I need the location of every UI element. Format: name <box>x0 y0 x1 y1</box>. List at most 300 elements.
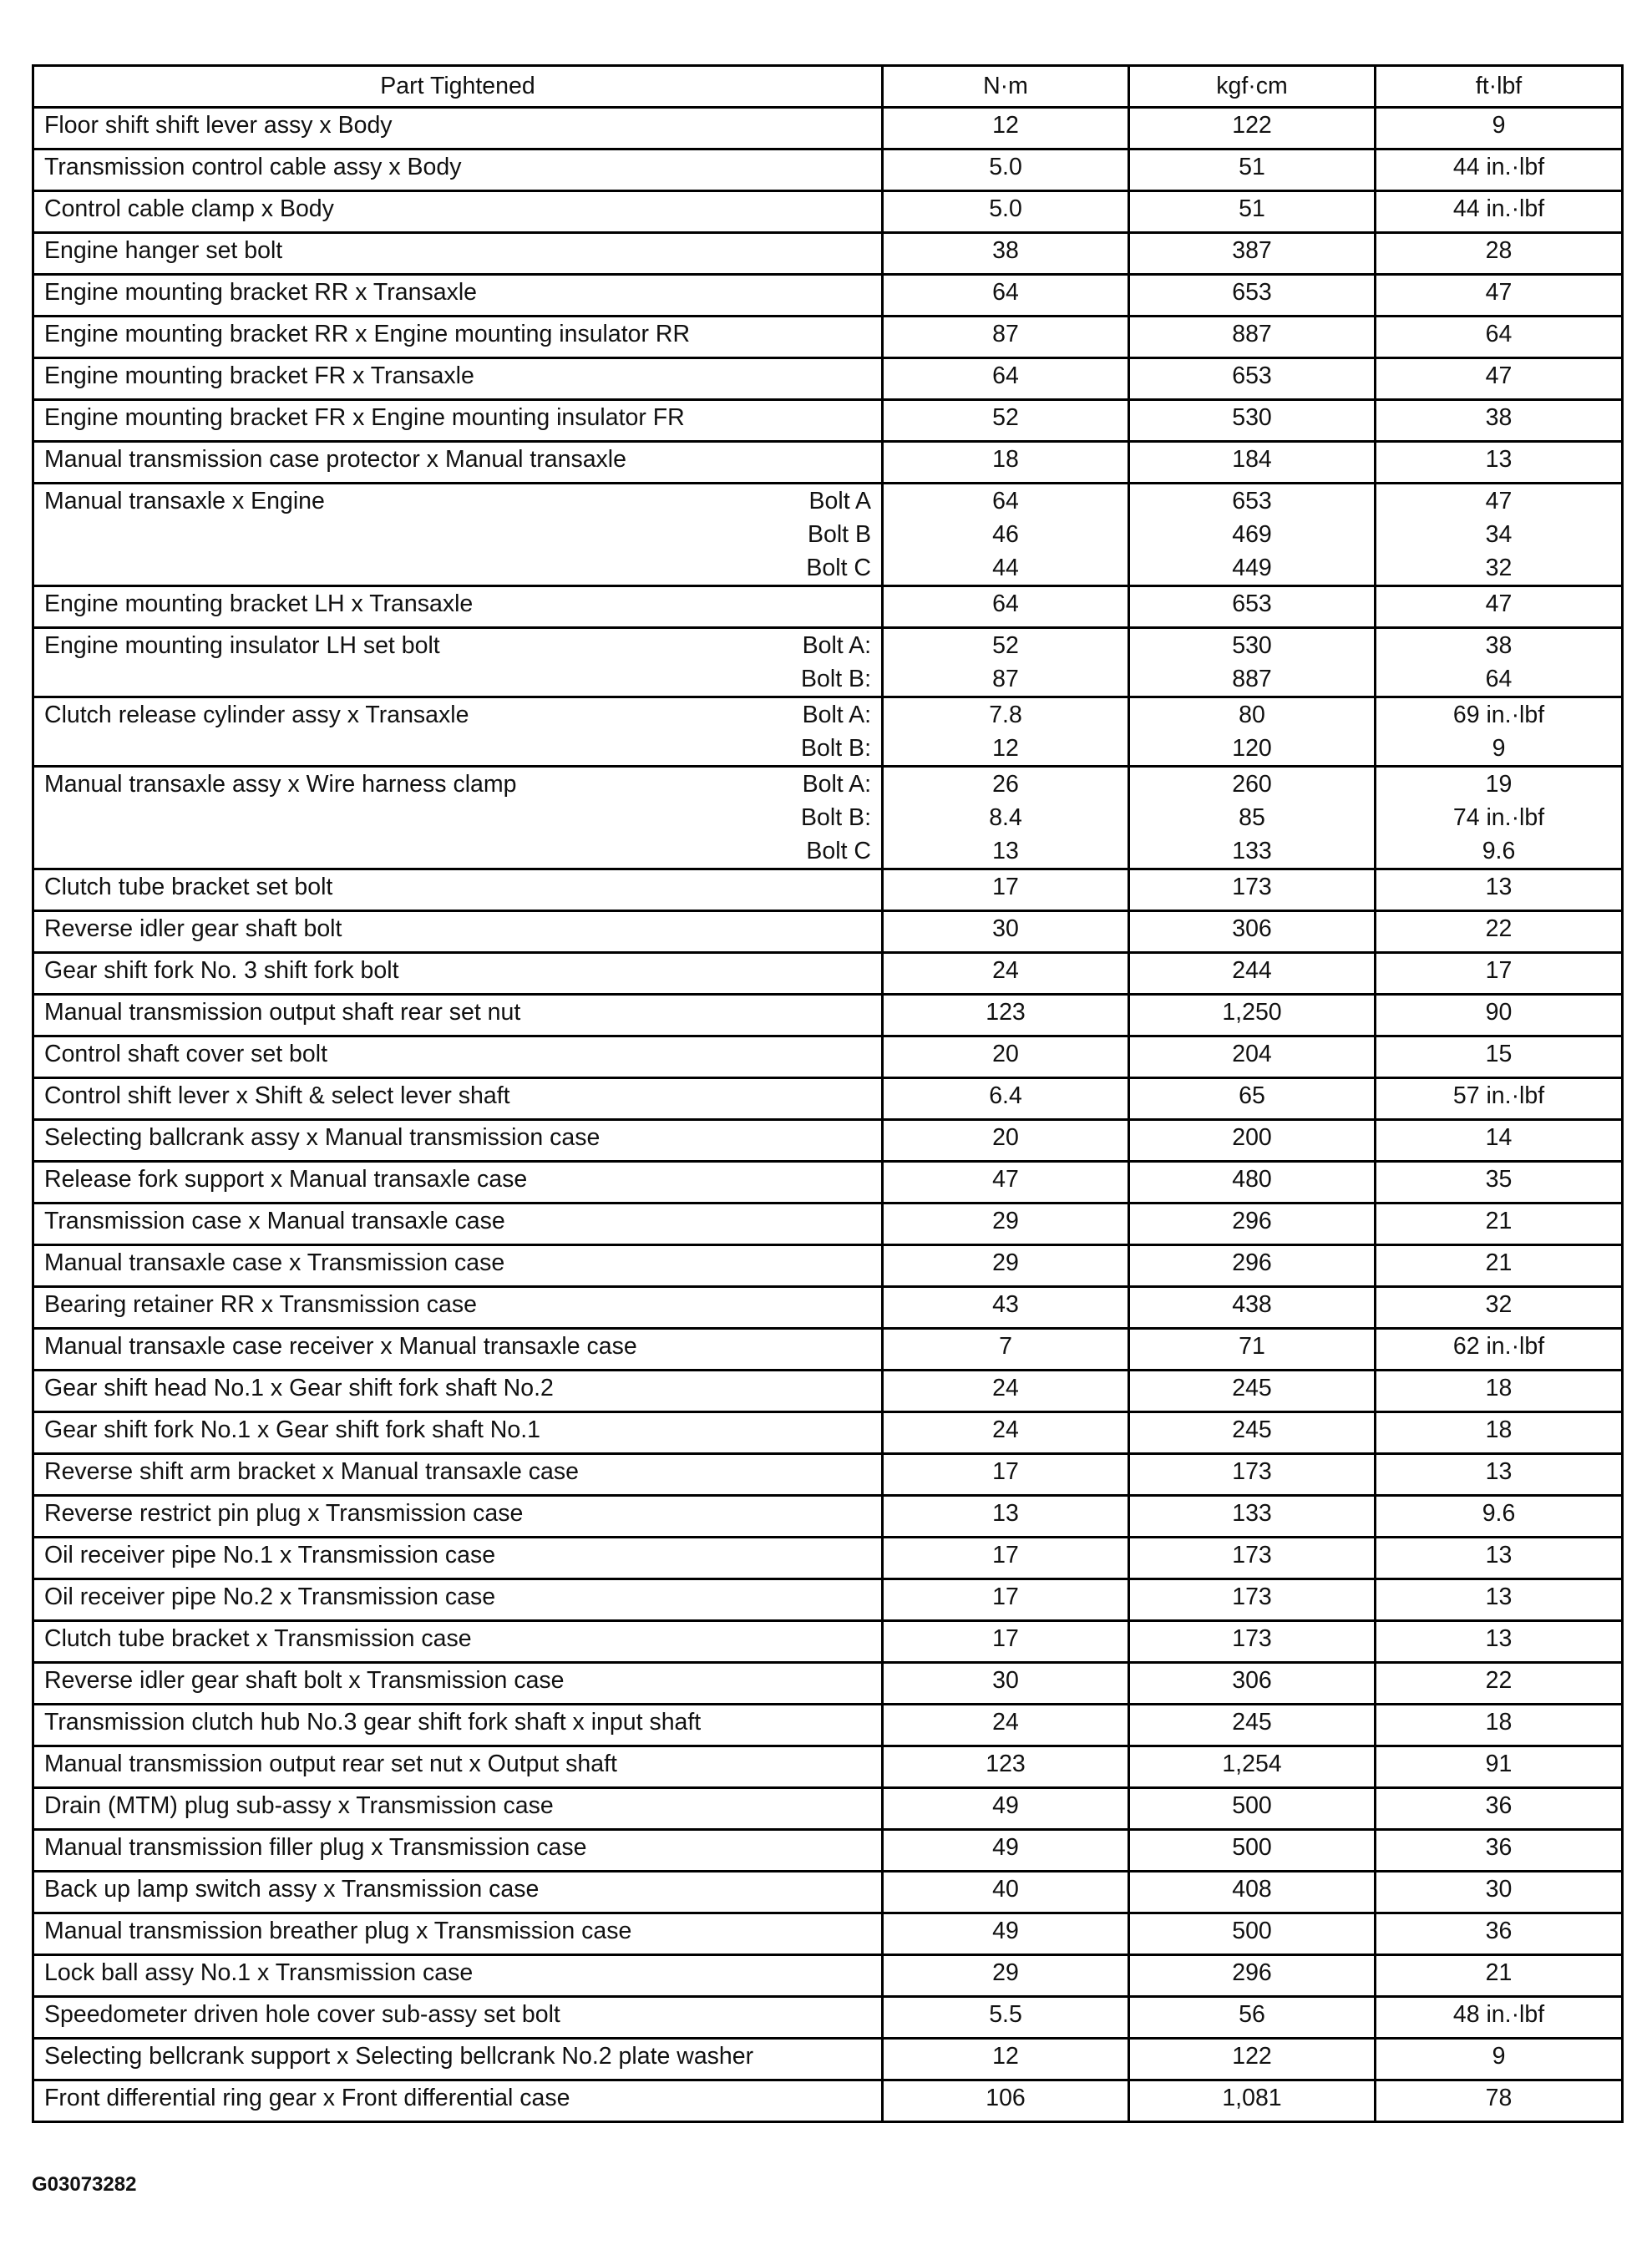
table-row <box>33 2080 1623 2122</box>
part-cell <box>33 1872 883 1913</box>
part-name: Transmission case x Manual transaxle case <box>44 1208 505 1234</box>
nm-cell <box>883 1579 1129 1621</box>
torque-value: 69 in.·lbf <box>1452 702 1545 728</box>
part-cell <box>33 1496 883 1538</box>
kgf-cm-cell <box>1129 767 1376 869</box>
torque-value: 87 <box>992 321 1019 347</box>
part-name: Reverse restrict pin plug x Transmission case <box>44 1500 524 1527</box>
table-row <box>33 191 1623 233</box>
table-row <box>33 1371 1623 1412</box>
torque-value: 122 <box>1232 112 1272 139</box>
nm-cell <box>883 1036 1129 1078</box>
part-name: Clutch tube bracket set bolt <box>44 874 333 900</box>
part-name: Speedometer driven hole cover sub-assy set bolt <box>44 2001 560 2028</box>
ft-lbf-cell <box>1376 1078 1623 1120</box>
part-cell <box>33 400 883 442</box>
bolt-label: Bolt C <box>806 555 871 581</box>
torque-spec-sheet <box>32 64 1621 2123</box>
part-cell <box>33 1329 883 1371</box>
ft-lbf-cell <box>1376 149 1623 191</box>
ft-lbf-cell <box>1376 1621 1623 1663</box>
nm-cell <box>883 1830 1129 1872</box>
torque-value: 49 <box>992 1792 1019 1819</box>
torque-value: 438 <box>1232 1291 1272 1318</box>
bolt-label: Bolt B: <box>801 804 871 831</box>
torque-value: 64 <box>992 488 1019 514</box>
torque-value: 47 <box>1485 590 1513 617</box>
torque-value: 44 in.·lbf <box>1452 195 1545 222</box>
part-name: Oil receiver pipe No.1 x Transmission case <box>44 1542 496 1568</box>
torque-value: 24 <box>992 1416 1019 1443</box>
part-cell <box>33 628 883 697</box>
table-row <box>33 358 1623 400</box>
bolt-label: Bolt C <box>806 838 871 864</box>
torque-value: 21 <box>1485 1208 1513 1234</box>
torque-value: 17 <box>992 1584 1019 1610</box>
table-row <box>33 628 1623 697</box>
nm-cell <box>883 1412 1129 1454</box>
ft-lbf-cell <box>1376 108 1623 149</box>
torque-value: 387 <box>1232 237 1272 264</box>
torque-value: 56 <box>1239 2001 1265 2028</box>
part-cell <box>33 2039 883 2080</box>
nm-cell <box>883 358 1129 400</box>
kgf-cm-cell <box>1129 995 1376 1036</box>
part-name: Manual transmission case protector x Manual transaxle <box>44 446 626 473</box>
nm-cell <box>883 1538 1129 1579</box>
bolt-labels <box>801 768 871 868</box>
nm-cell <box>883 1788 1129 1830</box>
ft-lbf-cell <box>1376 767 1623 869</box>
nm-cell <box>883 1913 1129 1955</box>
nm-cell <box>883 275 1129 317</box>
torque-value: 47 <box>1485 362 1513 389</box>
nm-cell <box>883 484 1129 586</box>
table-row <box>33 1872 1623 1913</box>
ft-lbf-cell <box>1376 275 1623 317</box>
part-cell <box>33 1746 883 1788</box>
ft-lbf-cell <box>1376 911 1623 953</box>
part-name: Gear shift head No.1 x Gear shift fork shaft No.2 <box>44 1375 554 1401</box>
torque-value: 47 <box>992 1166 1019 1193</box>
kgf-cm-cell <box>1129 442 1376 484</box>
part-name: Engine mounting bracket FR x Engine mounting insulator FR <box>44 404 685 431</box>
torque-value: 7 <box>999 1333 1012 1360</box>
torque-value: 64 <box>992 362 1019 389</box>
torque-value: 887 <box>1232 321 1272 347</box>
torque-value: 244 <box>1232 957 1272 984</box>
ft-lbf-cell <box>1376 697 1623 767</box>
torque-value: 15 <box>1485 1041 1513 1067</box>
part-cell <box>33 1078 883 1120</box>
part-name: Gear shift fork No.1 x Gear shift fork shaft No.1 <box>44 1416 540 1443</box>
part-name: Clutch tube bracket x Transmission case <box>44 1625 472 1652</box>
nm-cell <box>883 1120 1129 1162</box>
ft-lbf-cell <box>1376 869 1623 911</box>
torque-value: 449 <box>1232 555 1272 581</box>
kgf-cm-cell <box>1129 697 1376 767</box>
torque-value: 29 <box>992 1208 1019 1234</box>
torque-value: 64 <box>992 590 1019 617</box>
torque-value: 200 <box>1232 1124 1272 1151</box>
torque-value: 18 <box>1485 1375 1513 1401</box>
part-name: Control cable clamp x Body <box>44 195 334 222</box>
bolt-label: Bolt B: <box>801 666 871 692</box>
torque-value: 106 <box>986 2085 1026 2111</box>
torque-value: 78 <box>1485 2085 1513 2111</box>
table-row <box>33 484 1623 586</box>
nm-cell <box>883 233 1129 275</box>
table-row <box>33 442 1623 484</box>
part-cell <box>33 1287 883 1329</box>
part-name: Manual transaxle x Engine <box>44 488 325 514</box>
torque-value: 21 <box>1485 1959 1513 1986</box>
nm-cell <box>883 317 1129 358</box>
torque-value: 122 <box>1232 2043 1272 2070</box>
table-row <box>33 995 1623 1036</box>
ft-lbf-cell <box>1376 1830 1623 1872</box>
torque-value: 296 <box>1232 1208 1272 1234</box>
kgf-cm-cell <box>1129 1245 1376 1287</box>
torque-value: 6.4 <box>989 1082 1022 1109</box>
torque-value: 34 <box>1485 521 1513 548</box>
part-cell <box>33 767 883 869</box>
ft-lbf-cell <box>1376 1788 1623 1830</box>
kgf-cm-cell <box>1129 1788 1376 1830</box>
torque-value: 44 in.·lbf <box>1452 154 1545 180</box>
kgf-cm-cell <box>1129 953 1376 995</box>
part-name: Release fork support x Manual transaxle case <box>44 1166 528 1193</box>
table-row <box>33 1204 1623 1245</box>
torque-value: 38 <box>992 237 1019 264</box>
part-cell <box>33 149 883 191</box>
part-cell <box>33 442 883 484</box>
part-cell <box>33 1538 883 1579</box>
torque-value: 62 in.·lbf <box>1452 1333 1545 1360</box>
nm-cell <box>883 1454 1129 1496</box>
part-name: Engine mounting bracket RR x Engine mounting insulator RR <box>44 321 691 347</box>
torque-value: 90 <box>1485 999 1513 1026</box>
nm-cell <box>883 869 1129 911</box>
part-cell <box>33 1162 883 1204</box>
torque-value: 9 <box>1492 735 1506 762</box>
part-cell <box>33 275 883 317</box>
torque-value: 64 <box>992 279 1019 306</box>
nm-cell <box>883 1162 1129 1204</box>
torque-value: 18 <box>1485 1416 1513 1443</box>
part-name: Engine mounting insulator LH set bolt <box>44 632 440 659</box>
part-cell <box>33 1245 883 1287</box>
nm-cell <box>883 697 1129 767</box>
kgf-cm-cell <box>1129 317 1376 358</box>
torque-value: 5.0 <box>989 154 1022 180</box>
part-name: Floor shift shift lever assy x Body <box>44 112 393 139</box>
table-row <box>33 1746 1623 1788</box>
header-part-tightened: Part Tightened <box>33 66 883 108</box>
nm-cell <box>883 1078 1129 1120</box>
header-kgf-cm: kgf·cm <box>1129 66 1376 108</box>
torque-value: 24 <box>992 1709 1019 1736</box>
table-row <box>33 869 1623 911</box>
torque-value: 245 <box>1232 1709 1272 1736</box>
kgf-cm-cell <box>1129 1371 1376 1412</box>
torque-value: 57 in.·lbf <box>1452 1082 1545 1109</box>
torque-value: 173 <box>1232 1542 1272 1568</box>
ft-lbf-cell <box>1376 1329 1623 1371</box>
part-name: Lock ball assy No.1 x Transmission case <box>44 1959 474 1986</box>
torque-value: 64 <box>1485 321 1513 347</box>
part-name: Bearing retainer RR x Transmission case <box>44 1291 477 1318</box>
kgf-cm-cell <box>1129 1454 1376 1496</box>
torque-value: 36 <box>1485 1792 1513 1819</box>
torque-value: 530 <box>1232 404 1272 431</box>
torque-value: 46 <box>992 521 1019 548</box>
part-cell <box>33 1036 883 1078</box>
torque-value: 12 <box>992 2043 1019 2070</box>
kgf-cm-cell <box>1129 911 1376 953</box>
ft-lbf-cell <box>1376 586 1623 628</box>
ft-lbf-cell <box>1376 484 1623 586</box>
torque-value: 91 <box>1485 1751 1513 1777</box>
ft-lbf-cell <box>1376 1872 1623 1913</box>
kgf-cm-cell <box>1129 1496 1376 1538</box>
kgf-cm-cell <box>1129 1746 1376 1788</box>
part-cell <box>33 1621 883 1663</box>
table-row <box>33 1997 1623 2039</box>
torque-value: 44 <box>992 555 1019 581</box>
part-name: Manual transmission breather plug x Transmission case <box>44 1918 632 1944</box>
part-name: Selecting ballcrank assy x Manual transmission case <box>44 1124 600 1151</box>
ft-lbf-cell <box>1376 1579 1623 1621</box>
torque-value: 35 <box>1485 1166 1513 1193</box>
torque-value: 245 <box>1232 1416 1272 1443</box>
ft-lbf-cell <box>1376 628 1623 697</box>
table-row <box>33 1412 1623 1454</box>
nm-cell <box>883 191 1129 233</box>
kgf-cm-cell <box>1129 1036 1376 1078</box>
part-name: Manual transmission output rear set nut x Output shaft <box>44 1751 617 1777</box>
part-cell <box>33 697 883 767</box>
torque-value: 12 <box>992 112 1019 139</box>
part-name: Oil receiver pipe No.2 x Transmission case <box>44 1584 496 1610</box>
kgf-cm-cell <box>1129 1579 1376 1621</box>
part-cell <box>33 1997 883 2039</box>
torque-value: 9 <box>1492 2043 1506 2070</box>
table-row <box>33 233 1623 275</box>
torque-value: 653 <box>1232 590 1272 617</box>
nm-cell <box>883 1872 1129 1913</box>
part-cell <box>33 1663 883 1705</box>
torque-value: 173 <box>1232 1458 1272 1485</box>
torque-value: 38 <box>1485 404 1513 431</box>
ft-lbf-cell <box>1376 1412 1623 1454</box>
torque-table <box>32 64 1624 2123</box>
torque-value: 5.0 <box>989 195 1022 222</box>
torque-value: 30 <box>992 1667 1019 1694</box>
table-row <box>33 108 1623 149</box>
ft-lbf-cell <box>1376 1538 1623 1579</box>
torque-value: 49 <box>992 1834 1019 1861</box>
table-row <box>33 275 1623 317</box>
nm-cell <box>883 2080 1129 2122</box>
table-row <box>33 149 1623 191</box>
ft-lbf-cell <box>1376 1496 1623 1538</box>
torque-value: 500 <box>1232 1834 1272 1861</box>
table-row <box>33 767 1623 869</box>
torque-value: 480 <box>1232 1166 1272 1193</box>
torque-value: 13 <box>1485 1625 1513 1652</box>
torque-value: 296 <box>1232 1249 1272 1276</box>
torque-value: 74 in.·lbf <box>1452 804 1545 831</box>
bolt-labels <box>801 629 871 696</box>
ft-lbf-cell <box>1376 1955 1623 1997</box>
figure-id: G03073282 <box>32 2173 137 2196</box>
torque-value: 32 <box>1485 1291 1513 1318</box>
nm-cell <box>883 1329 1129 1371</box>
torque-value: 22 <box>1485 915 1513 942</box>
kgf-cm-cell <box>1129 1621 1376 1663</box>
ft-lbf-cell <box>1376 1245 1623 1287</box>
torque-value: 120 <box>1232 735 1272 762</box>
nm-cell <box>883 1746 1129 1788</box>
kgf-cm-cell <box>1129 108 1376 149</box>
part-cell <box>33 358 883 400</box>
kgf-cm-cell <box>1129 869 1376 911</box>
torque-value: 653 <box>1232 362 1272 389</box>
table-row <box>33 953 1623 995</box>
nm-cell <box>883 586 1129 628</box>
kgf-cm-cell <box>1129 1078 1376 1120</box>
torque-value: 887 <box>1232 666 1272 692</box>
part-name: Manual transmission filler plug x Transmission case <box>44 1834 587 1861</box>
nm-cell <box>883 149 1129 191</box>
torque-value: 17 <box>992 874 1019 900</box>
torque-value: 22 <box>1485 1667 1513 1694</box>
part-cell <box>33 1705 883 1746</box>
ft-lbf-cell <box>1376 2080 1623 2122</box>
part-cell <box>33 1579 883 1621</box>
ft-lbf-cell <box>1376 1705 1623 1746</box>
torque-value: 65 <box>1239 1082 1265 1109</box>
torque-value: 18 <box>992 446 1019 473</box>
bolt-label: Bolt B: <box>801 735 871 762</box>
torque-value: 36 <box>1485 1834 1513 1861</box>
torque-value: 653 <box>1232 488 1272 514</box>
kgf-cm-cell <box>1129 1204 1376 1245</box>
torque-value: 49 <box>992 1918 1019 1944</box>
torque-value: 173 <box>1232 874 1272 900</box>
nm-cell <box>883 995 1129 1036</box>
part-name: Front differential ring gear x Front differential case <box>44 2085 570 2111</box>
kgf-cm-cell <box>1129 1287 1376 1329</box>
torque-value: 306 <box>1232 915 1272 942</box>
part-cell <box>33 1204 883 1245</box>
part-cell <box>33 317 883 358</box>
bolt-label: Bolt A: <box>802 632 871 659</box>
ft-lbf-cell <box>1376 995 1623 1036</box>
torque-value: 87 <box>992 666 1019 692</box>
table-row <box>33 1454 1623 1496</box>
torque-value: 13 <box>1485 1458 1513 1485</box>
ft-lbf-cell <box>1376 442 1623 484</box>
table-row <box>33 1245 1623 1287</box>
torque-value: 13 <box>1485 1542 1513 1568</box>
part-cell <box>33 1788 883 1830</box>
table-row <box>33 1036 1623 1078</box>
part-cell <box>33 233 883 275</box>
part-name: Drain (MTM) plug sub-assy x Transmission case <box>44 1792 554 1819</box>
torque-value: 43 <box>992 1291 1019 1318</box>
nm-cell <box>883 1997 1129 2039</box>
table-row <box>33 1496 1623 1538</box>
table-row <box>33 1663 1623 1705</box>
torque-value: 52 <box>992 404 1019 431</box>
part-name: Gear shift fork No. 3 shift fork bolt <box>44 957 399 984</box>
ft-lbf-cell <box>1376 400 1623 442</box>
kgf-cm-cell <box>1129 1538 1376 1579</box>
nm-cell <box>883 108 1129 149</box>
nm-cell <box>883 1621 1129 1663</box>
torque-value: 17 <box>992 1542 1019 1568</box>
ft-lbf-cell <box>1376 233 1623 275</box>
torque-value: 13 <box>1485 1584 1513 1610</box>
table-row <box>33 1621 1623 1663</box>
part-cell <box>33 2080 883 2122</box>
kgf-cm-cell <box>1129 1120 1376 1162</box>
torque-value: 64 <box>1485 666 1513 692</box>
table-row <box>33 1120 1623 1162</box>
part-cell <box>33 191 883 233</box>
torque-value: 20 <box>992 1124 1019 1151</box>
ft-lbf-cell <box>1376 1746 1623 1788</box>
part-cell <box>33 1913 883 1955</box>
torque-value: 13 <box>1485 874 1513 900</box>
kgf-cm-cell <box>1129 2039 1376 2080</box>
bolt-label: Bolt A: <box>802 702 871 728</box>
torque-value: 260 <box>1232 771 1272 798</box>
table-row <box>33 1579 1623 1621</box>
ft-lbf-cell <box>1376 1454 1623 1496</box>
table-row <box>33 1913 1623 1955</box>
kgf-cm-cell <box>1129 400 1376 442</box>
part-name: Manual transaxle case receiver x Manual transaxle case <box>44 1333 637 1360</box>
header-nm: N·m <box>883 66 1129 108</box>
kgf-cm-cell <box>1129 358 1376 400</box>
part-cell <box>33 484 883 586</box>
part-name: Selecting bellcrank support x Selecting bellcrank No.2 plate washer <box>44 2043 754 2070</box>
ft-lbf-cell <box>1376 317 1623 358</box>
bolt-label: Bolt A: <box>802 771 871 798</box>
torque-value: 123 <box>986 999 1026 1026</box>
ft-lbf-cell <box>1376 1120 1623 1162</box>
torque-value: 13 <box>992 1500 1019 1527</box>
torque-value: 7.8 <box>989 702 1022 728</box>
kgf-cm-cell <box>1129 484 1376 586</box>
torque-value: 18 <box>1485 1709 1513 1736</box>
torque-value: 29 <box>992 1249 1019 1276</box>
part-cell <box>33 869 883 911</box>
kgf-cm-cell <box>1129 1955 1376 1997</box>
part-cell <box>33 108 883 149</box>
part-name: Back up lamp switch assy x Transmission case <box>44 1876 540 1903</box>
kgf-cm-cell <box>1129 1997 1376 2039</box>
torque-value: 17 <box>992 1625 1019 1652</box>
torque-value: 9.6 <box>1482 838 1516 864</box>
ft-lbf-cell <box>1376 191 1623 233</box>
torque-value: 133 <box>1232 1500 1272 1527</box>
part-name: Manual transmission output shaft rear set nut <box>44 999 521 1026</box>
table-row <box>33 1705 1623 1746</box>
